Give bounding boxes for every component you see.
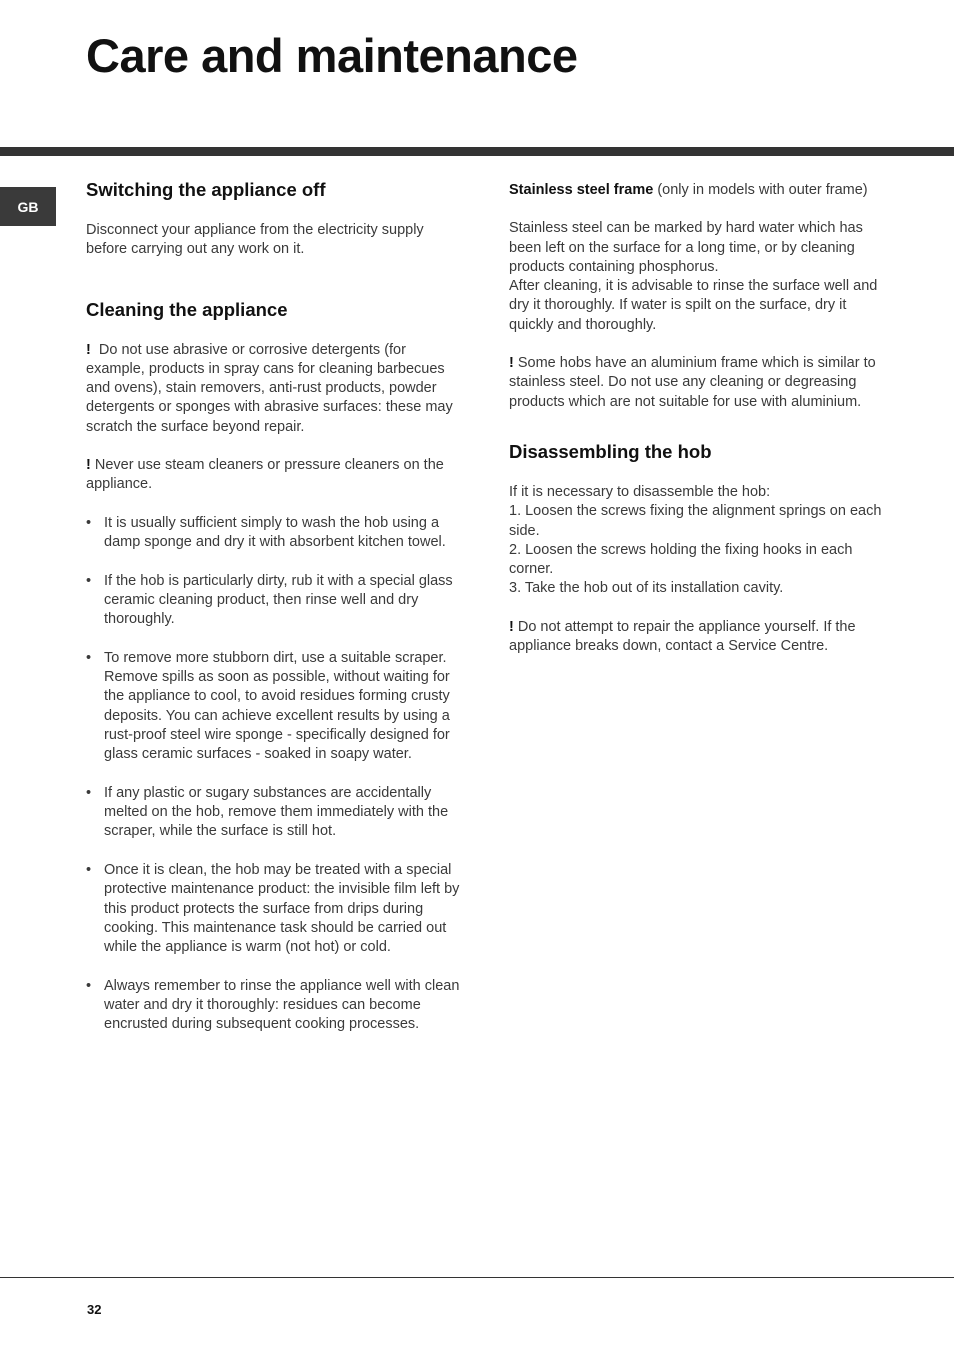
page-number: 32 [87, 1302, 102, 1317]
list-item: • It is usually sufficient simply to wash the hob using a damp sponge and dry it with absorbent kitchen towel. [86, 514, 460, 553]
section-heading-cleaning: Cleaning the appliance [86, 298, 288, 320]
warning-icon: ! [86, 457, 91, 474]
stainless-text-2: After cleaning, it is advisable to rinse the surface well and dry it thoroughly. If water is spilt on the surface, dry it quickly and thoroughly. [509, 278, 878, 333]
stainless-text-1: Stainless steel can be marked by hard water which has been left on the surface for a long time, or by cleaning products containing phosphorus. [509, 220, 863, 275]
disassembling-warning: ! Do not attempt to repair the appliance yourself. If the appliance breaks down, contact a Service Centre. [509, 618, 856, 655]
list-item: • Always remember to rinse the appliance well with clean water and dry it thoroughly: residues can become encrusted during subsequent cooking processes. [86, 977, 460, 1035]
disassembling-intro: If it is necessary to disassemble the hob: [509, 483, 771, 500]
left-column [86, 178, 460, 1054]
page-title: Care and maintenance [86, 29, 578, 82]
header-divider [0, 147, 954, 156]
section-heading-disassembling: Disassembling the hob [509, 440, 712, 462]
cleaning-warning-1: ! Do not use abrasive or corrosive detergents (for example, products in spray cans for cleaning barbecues and ovens), stain removers, anti-rust products, powder detergents or sponges with abrasive surfaces: these may scratch the surface beyond repair. [86, 341, 453, 435]
disassembling-step: 1. Loosen the screws fixing the alignment springs on each side. [509, 503, 882, 539]
warning-icon: ! [86, 341, 91, 358]
disassembling-step: 2. Loosen the screws holding the fixing hooks in each corner. [509, 541, 853, 578]
disassembling-step: 3. Take the hob out of its installation cavity. [509, 580, 784, 597]
stainless-warning: ! Some hobs have an aluminium frame which is similar to stainless steel. Do not use any cleaning or degreasing products which are not suitable for use with aluminium. [509, 355, 876, 410]
warning-icon: ! [509, 355, 514, 372]
cleaning-warning-2: ! Never use steam cleaners or pressure cleaners on the appliance. [86, 457, 444, 493]
list-item: • If any plastic or sugary substances are accidentally melted on the hob, remove them immediately with the scraper, while the surface is still hot. [86, 784, 460, 842]
footer-divider [0, 1277, 954, 1278]
list-item: • If the hob is particularly dirty, rub it with a special glass ceramic cleaning product, then rinse well and dry thoroughly. [86, 572, 460, 630]
stainless-heading: Stainless steel frame (only in models with outer frame) [509, 182, 868, 198]
warning-icon: ! [509, 618, 514, 635]
section-heading-switching: Switching the appliance off [86, 179, 326, 200]
cleaning-tips-list [86, 514, 460, 1035]
language-tab: GB [0, 187, 56, 226]
switching-text: Disconnect your appliance from the electricity supply before carrying out any work on it. [86, 222, 424, 258]
list-item: • Once it is clean, the hob may be treated with a special protective maintenance product: the invisible film left by this product protects the surface from drips during cooking. This maintenance task should be carried out while the appliance is warm (not hot) or cold. [86, 861, 460, 957]
right-column [509, 178, 889, 656]
list-item: • To remove more stubborn dirt, use a suitable scraper. Remove spills as soon as possible, without waiting for the appliance to cool, to avoid residues forming crusty deposits. You can achieve excellent results by using a rust-proof steel wire sponge - specifically designed for glass ceramic surfaces - soaked in soapy water. [86, 649, 460, 765]
